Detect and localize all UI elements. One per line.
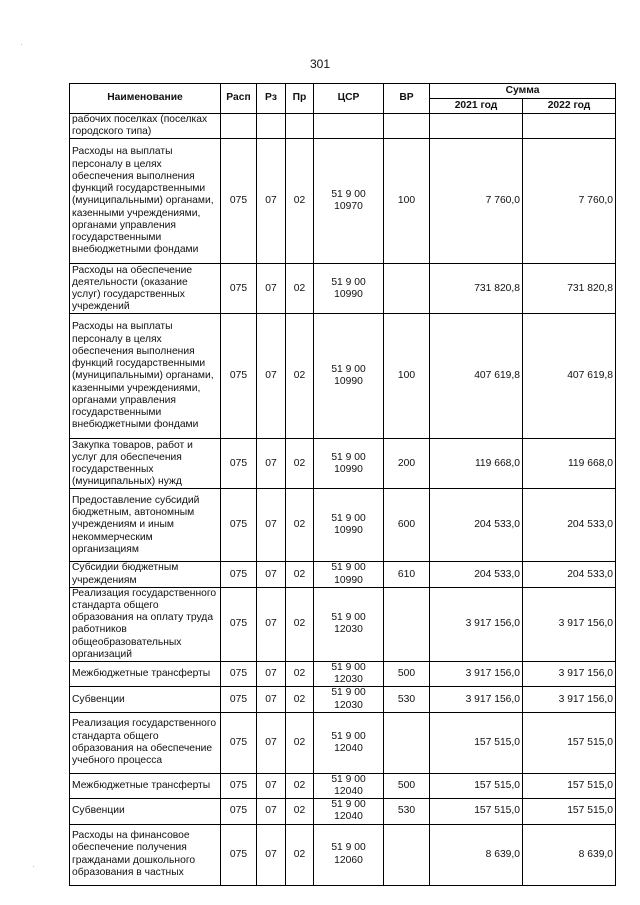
row-csr: 51 9 00 10990: [314, 264, 384, 314]
row-rasp: 075: [221, 314, 257, 439]
row-vr: 530: [384, 687, 430, 712]
row-rasp: 075: [221, 687, 257, 712]
header-vr: ВР: [384, 84, 430, 114]
table-row: [70, 264, 616, 314]
row-sum-2021: 204 533,0: [430, 562, 523, 587]
table-row: [70, 439, 616, 489]
row-vr: [384, 587, 430, 661]
row-vr: 530: [384, 799, 430, 824]
row-rasp: 075: [221, 712, 257, 773]
row-sum-2021: 731 820,8: [430, 264, 523, 314]
row-sum-2021: 204 533,0: [430, 489, 523, 562]
row-sum-2021: 157 515,0: [430, 799, 523, 824]
row-sum-2022: 157 515,0: [523, 799, 616, 824]
page-number: 301: [309, 57, 331, 71]
row-sum-2021: 119 668,0: [430, 439, 523, 489]
row-csr: 51 9 00 10990: [314, 562, 384, 587]
row-csr: 51 9 00 12030: [314, 662, 384, 687]
table-row: [70, 139, 616, 264]
row-pr: 02: [286, 489, 314, 562]
row-sum-2022: 731 820,8: [523, 264, 616, 314]
row-sum-2021: 157 515,0: [430, 773, 523, 798]
row-csr: 51 9 00 12030: [314, 587, 384, 661]
header-csr: ЦСР: [314, 84, 384, 114]
header-pr: Пр: [286, 84, 314, 114]
row-name: Реализация государственного стандарта общего образования на обеспечение учебного процесса: [70, 712, 221, 773]
row-rz: 07: [257, 489, 286, 562]
row-sum-2022: 119 668,0: [523, 439, 616, 489]
table-row: [70, 712, 616, 773]
row-name: Расходы на выплаты персоналу в целях обеспечения выполнения функций государственными (муниципальными) органами, казенными учреждениями, органами управления государственными внебюджетными фондами: [70, 139, 221, 264]
table-row: [70, 562, 616, 587]
row-pr: 02: [286, 439, 314, 489]
row-sum-2021: 407 619,8: [430, 314, 523, 439]
row-pr: 02: [286, 687, 314, 712]
row-sum-2022: 204 533,0: [523, 562, 616, 587]
row-sum-2022: 7 760,0: [523, 139, 616, 264]
row-sum-2021: [430, 114, 523, 139]
row-sum-2021: 3 917 156,0: [430, 687, 523, 712]
table-row: [70, 773, 616, 798]
row-csr: 51 9 00 12040: [314, 799, 384, 824]
row-pr: 02: [286, 799, 314, 824]
header-name: Наименование: [70, 84, 221, 114]
table-row: [70, 799, 616, 824]
budget-table: [69, 83, 616, 886]
row-sum-2021: 3 917 156,0: [430, 587, 523, 661]
row-rz: 07: [257, 824, 286, 885]
table-row: [70, 824, 616, 885]
row-sum-2021: 157 515,0: [430, 712, 523, 773]
header-rasp: Расп: [221, 84, 257, 114]
row-vr: 100: [384, 139, 430, 264]
row-vr: 600: [384, 489, 430, 562]
row-rz: 07: [257, 587, 286, 661]
row-rasp: 075: [221, 824, 257, 885]
table-row: [70, 314, 616, 439]
row-sum-2021: 7 760,0: [430, 139, 523, 264]
row-name: Расходы на обеспечение деятельности (оказание услуг) государственных учреждений: [70, 264, 221, 314]
row-name: Межбюджетные трансферты: [70, 773, 221, 798]
row-vr: 200: [384, 439, 430, 489]
row-rasp: 075: [221, 773, 257, 798]
table-header: [70, 84, 616, 114]
row-sum-2021: 8 639,0: [430, 824, 523, 885]
row-pr: 02: [286, 662, 314, 687]
row-sum-2022: 8 639,0: [523, 824, 616, 885]
row-name: Межбюджетные трансферты: [70, 662, 221, 687]
header-sum: Сумма: [430, 84, 616, 99]
row-pr: 02: [286, 139, 314, 264]
row-csr: 51 9 00 12060: [314, 824, 384, 885]
header-year-2022: 2022 год: [523, 99, 616, 114]
row-csr: 51 9 00 10990: [314, 314, 384, 439]
row-rasp: 075: [221, 439, 257, 489]
table-body: [70, 114, 616, 886]
row-sum-2022: 157 515,0: [523, 773, 616, 798]
row-csr: 51 9 00 10990: [314, 489, 384, 562]
row-vr: 500: [384, 773, 430, 798]
row-sum-2022: 3 917 156,0: [523, 587, 616, 661]
row-vr: [384, 712, 430, 773]
row-vr: [384, 824, 430, 885]
row-rasp: 075: [221, 562, 257, 587]
row-sum-2022: 157 515,0: [523, 712, 616, 773]
row-rz: 07: [257, 687, 286, 712]
row-rz: 07: [257, 139, 286, 264]
table-row: [70, 587, 616, 661]
row-vr: 500: [384, 662, 430, 687]
row-csr: [314, 114, 384, 139]
row-sum-2022: 3 917 156,0: [523, 687, 616, 712]
row-pr: [286, 114, 314, 139]
row-rz: 07: [257, 662, 286, 687]
row-sum-2022: [523, 114, 616, 139]
row-vr: [384, 264, 430, 314]
row-name: Субвенции: [70, 687, 221, 712]
row-csr: 51 9 00 10990: [314, 439, 384, 489]
row-rasp: 075: [221, 799, 257, 824]
row-rz: 07: [257, 314, 286, 439]
row-name: рабочих поселках (поселках городского типа): [70, 114, 221, 139]
row-vr: 610: [384, 562, 430, 587]
row-name: Предоставление субсидий бюджетным, автономным учреждениям и иным некоммерческим организациям: [70, 489, 221, 562]
row-csr: 51 9 00 12040: [314, 773, 384, 798]
row-pr: 02: [286, 264, 314, 314]
row-vr: [384, 114, 430, 139]
table-row: [70, 114, 616, 139]
row-rz: 07: [257, 712, 286, 773]
table-row: [70, 489, 616, 562]
row-rz: 07: [257, 799, 286, 824]
row-pr: 02: [286, 562, 314, 587]
row-sum-2021: 3 917 156,0: [430, 662, 523, 687]
row-vr: 100: [384, 314, 430, 439]
table-row: [70, 662, 616, 687]
scan-speck: [33, 866, 34, 867]
header-year-2021: 2021 год: [430, 99, 523, 114]
row-rasp: 075: [221, 264, 257, 314]
row-name: Расходы на финансовое обеспечение получения гражданами дошкольного образования в частных: [70, 824, 221, 885]
row-rasp: [221, 114, 257, 139]
row-rz: [257, 114, 286, 139]
row-rasp: 075: [221, 662, 257, 687]
row-rz: 07: [257, 264, 286, 314]
row-sum-2022: 3 917 156,0: [523, 662, 616, 687]
row-csr: 51 9 00 12040: [314, 712, 384, 773]
row-name: Реализация государственного стандарта общего образования на оплату труда работников общеобразовательных организаций: [70, 587, 221, 661]
row-sum-2022: 204 533,0: [523, 489, 616, 562]
row-pr: 02: [286, 712, 314, 773]
row-csr: 51 9 00 12030: [314, 687, 384, 712]
row-pr: 02: [286, 824, 314, 885]
scan-speck: [21, 44, 22, 45]
row-csr: 51 9 00 10970: [314, 139, 384, 264]
row-name: Субвенции: [70, 799, 221, 824]
row-pr: 02: [286, 773, 314, 798]
row-rz: 07: [257, 562, 286, 587]
row-rasp: 075: [221, 587, 257, 661]
row-pr: 02: [286, 587, 314, 661]
header-rz: Рз: [257, 84, 286, 114]
row-sum-2022: 407 619,8: [523, 314, 616, 439]
row-rasp: 075: [221, 489, 257, 562]
row-pr: 02: [286, 314, 314, 439]
row-name: Субсидии бюджетным учреждениям: [70, 562, 221, 587]
row-rz: 07: [257, 773, 286, 798]
row-name: Закупка товаров, работ и услуг для обеспечения государственных (муниципальных) нужд: [70, 439, 221, 489]
row-rasp: 075: [221, 139, 257, 264]
row-name: Расходы на выплаты персоналу в целях обеспечения выполнения функций государственными (муниципальными) органами, казенными учреждениями, органами управления государственными внебюджетными фондами: [70, 314, 221, 439]
table-row: [70, 687, 616, 712]
row-rz: 07: [257, 439, 286, 489]
